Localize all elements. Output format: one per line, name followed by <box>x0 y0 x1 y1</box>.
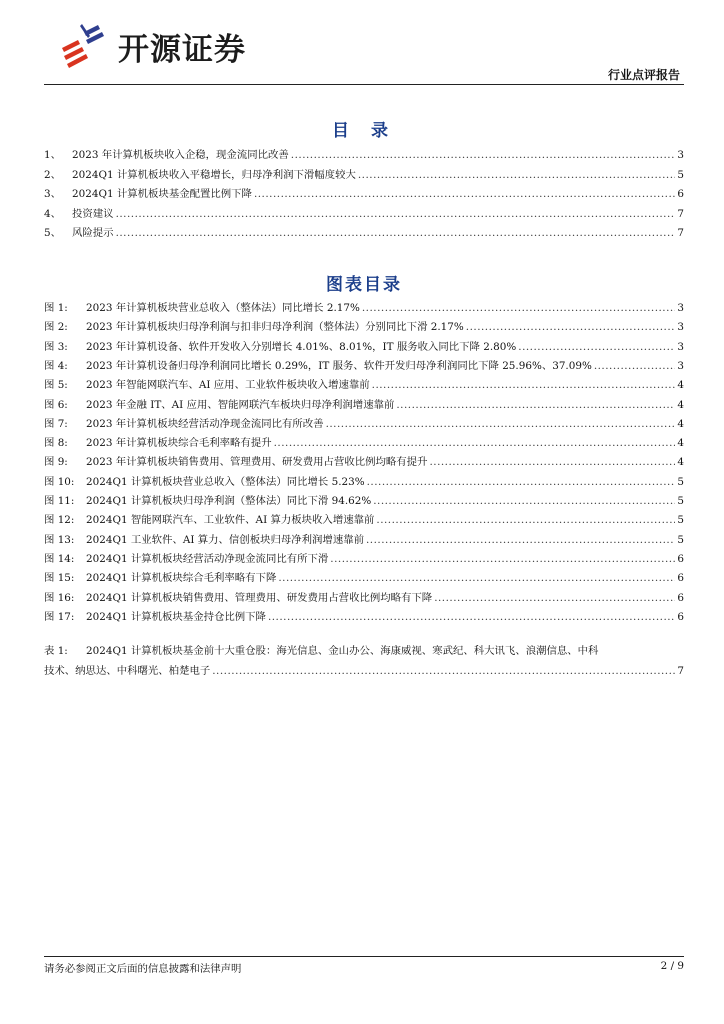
table-entry-line-continued <box>44 662 684 680</box>
contents-title: 目 录 <box>332 121 396 141</box>
entry-number: 图 5: <box>44 379 68 392</box>
entry-number: 图 13: <box>44 533 75 546</box>
entry-title: 2023 年计算机设备、软件开发收入分别增长 4.01%、8.01%，IT 服务收入同比下降 2.80% <box>86 340 517 353</box>
dot-leader <box>372 377 676 393</box>
dot-leader <box>278 570 675 586</box>
entry-number: 图 17: <box>44 610 75 623</box>
dot-leader <box>366 532 675 548</box>
entry-page: 3 <box>677 321 684 334</box>
entry-page: 6 <box>677 188 684 200</box>
figure-entry[interactable] <box>44 377 684 393</box>
entry-title: 2024Q1 计算机板块销售费用、管理费用、研发费用占营收比例均略有下降 <box>86 591 433 604</box>
figure-entry[interactable] <box>44 454 684 470</box>
logo-text: 开源证券 <box>118 32 246 68</box>
entry-page: 7 <box>677 227 684 239</box>
entry-number: 4、 <box>44 207 62 220</box>
entry-page: 4 <box>677 437 684 450</box>
entry-title: 2024Q1 计算机板块基金前十大重仓股：海光信息、金山办公、海康威视、寒武纪、科大讯飞、浪潮信息、中科 <box>86 645 599 657</box>
contents-entry[interactable] <box>44 167 684 183</box>
figure-entry[interactable] <box>44 551 684 567</box>
figure-entry[interactable] <box>44 532 684 548</box>
entry-number: 图 10: <box>44 475 75 488</box>
entry-title: 2024Q1 计算机板块基金配置比例下降 <box>72 188 252 200</box>
figure-entry[interactable] <box>44 416 684 432</box>
figure-entry[interactable] <box>44 474 684 490</box>
contents-entry[interactable] <box>44 186 684 202</box>
dot-leader <box>116 206 676 222</box>
entry-number: 图 4: <box>44 359 68 372</box>
dot-leader <box>373 493 675 509</box>
entry-page: 6 <box>677 591 684 604</box>
entry-title: 2023 年计算机板块销售费用、管理费用、研发费用占营收比例均略有提升 <box>86 456 428 469</box>
entry-number: 图 15: <box>44 572 75 585</box>
entry-title: 风险提示 <box>72 227 114 239</box>
figure-entry[interactable] <box>44 319 684 335</box>
entry-title: 2023 年计算机板块收入企稳，现金流同比改善 <box>72 149 289 161</box>
entry-number: 图 11: <box>44 495 75 507</box>
entry-title: 2023 年计算机设备归母净利润同比增长 0.29%，IT 服务、软件开发归母净利润同比下降 25.96%、37.09% <box>86 359 592 372</box>
dot-leader <box>376 512 675 528</box>
entry-page: 7 <box>677 665 684 677</box>
dot-leader <box>330 551 675 567</box>
figure-entry[interactable] <box>44 493 684 509</box>
entry-number: 图 8: <box>44 437 68 450</box>
entry-number: 图 14: <box>44 552 75 565</box>
figure-entry[interactable] <box>44 590 684 606</box>
entry-page: 3 <box>677 149 684 161</box>
entry-page: 3 <box>677 359 684 372</box>
table-entry-line <box>44 640 684 662</box>
header-divider <box>44 84 684 85</box>
entry-page: 5 <box>677 533 684 546</box>
entry-page: 6 <box>677 552 684 565</box>
dot-leader <box>291 147 676 163</box>
figure-entry[interactable] <box>44 609 684 625</box>
dot-leader <box>274 435 676 451</box>
entry-title: 2024Q1 计算机板块综合毛利率略有下降 <box>86 572 277 585</box>
entry-page: 5 <box>677 495 684 507</box>
dot-leader <box>358 167 676 183</box>
table-entry[interactable] <box>44 640 684 680</box>
entry-title: 2024Q1 智能网联汽车、工业软件、AI 算力板块收入增速靠前 <box>86 514 375 527</box>
entry-page: 5 <box>677 475 684 488</box>
page-header <box>44 14 684 82</box>
dot-leader <box>466 319 676 335</box>
entry-page: 5 <box>677 168 684 181</box>
contents-entry[interactable] <box>44 225 684 241</box>
entry-title: 2023 年智能网联汽车、AI 应用、工业软件板块收入增速靠前 <box>86 379 370 392</box>
dot-leader <box>212 662 675 680</box>
page-indicator: 2 / 9 <box>660 960 684 972</box>
entry-page: 3 <box>677 302 684 314</box>
entry-number: 表 1: <box>44 645 68 657</box>
entry-page: 6 <box>677 572 684 585</box>
entry-page: 4 <box>677 456 684 469</box>
dot-leader <box>429 454 675 470</box>
figures-title: 图表目录 <box>326 275 402 295</box>
company-logo <box>58 20 246 69</box>
entry-number: 图 7: <box>44 417 68 430</box>
figure-entry[interactable] <box>44 397 684 413</box>
footer-divider <box>44 956 684 957</box>
entry-title: 2023 年金融 IT、AI 应用、智能网联汽车板块归母净利润增速靠前 <box>86 398 395 411</box>
entry-page: 4 <box>677 417 684 430</box>
entry-number: 图 12: <box>44 514 75 527</box>
entry-page: 3 <box>677 340 684 353</box>
entry-page: 6 <box>677 610 684 623</box>
entry-number: 3、 <box>44 188 62 200</box>
figure-entry[interactable] <box>44 512 684 528</box>
dot-leader <box>362 300 676 316</box>
entry-number: 图 2: <box>44 321 68 334</box>
figure-entry[interactable] <box>44 300 684 316</box>
dot-leader <box>518 339 675 355</box>
entry-number: 5、 <box>44 227 62 239</box>
dot-leader <box>594 358 676 374</box>
entry-page: 7 <box>677 207 684 220</box>
dot-leader <box>254 186 675 202</box>
footer-disclaimer: 请务必参阅正文后面的信息披露和法律声明 <box>44 963 242 975</box>
entry-title: 2024Q1 计算机板块归母净利润（整体法）同比下滑 94.62% <box>86 495 372 507</box>
entry-title: 2023 年计算机板块综合毛利率略有提升 <box>86 437 272 450</box>
contents-entry[interactable] <box>44 206 684 222</box>
entry-number: 1、 <box>44 149 62 161</box>
entry-number: 图 6: <box>44 398 68 411</box>
entry-title: 2024Q1 计算机板块营业总收入（整体法）同比增长 5.23% <box>86 475 365 488</box>
contents-entry[interactable] <box>44 147 684 163</box>
entry-page: 4 <box>677 379 684 392</box>
entry-number: 图 9: <box>44 456 68 469</box>
entry-title: 2024Q1 计算机板块收入平稳增长，归母净利润下滑幅度较大 <box>72 168 356 181</box>
entry-number: 图 1: <box>44 302 68 314</box>
kysec-logo-icon <box>58 22 116 68</box>
dot-leader <box>396 397 675 413</box>
entry-title: 2024Q1 计算机板块基金持仓比例下降 <box>86 610 266 623</box>
entry-title: 2024Q1 计算机板块经营活动净现金流同比有所下滑 <box>86 552 329 565</box>
entry-title: 投资建议 <box>72 207 114 220</box>
dot-leader <box>434 590 675 606</box>
entry-page: 4 <box>677 398 684 411</box>
entry-title: 2023 年计算机板块经营活动净现金流同比有所改善 <box>86 417 324 430</box>
figure-entry[interactable] <box>44 358 684 374</box>
dot-leader <box>367 474 676 490</box>
entry-number: 图 16: <box>44 591 75 604</box>
dot-leader <box>116 225 676 241</box>
figure-entry[interactable] <box>44 339 684 355</box>
entry-title-continued: 技术、纳思达、中科曙光、柏楚电子 <box>44 665 211 677</box>
entry-number: 图 3: <box>44 340 68 353</box>
dot-leader <box>268 609 675 625</box>
dot-leader <box>326 416 676 432</box>
figure-entry[interactable] <box>44 570 684 586</box>
report-type-label: 行业点评报告 <box>607 68 680 82</box>
entry-number: 2、 <box>44 168 62 181</box>
entry-title: 2023 年计算机板块营业总收入（整体法）同比增长 2.17% <box>86 302 360 314</box>
entry-page: 5 <box>677 514 684 527</box>
entry-title: 2024Q1 工业软件、AI 算力、信创板块归母净利润增速靠前 <box>86 533 364 546</box>
figure-entry[interactable] <box>44 435 684 451</box>
entry-title: 2023 年计算机板块归母净利润与扣非归母净利润（整体法）分别同比下滑 2.17% <box>86 321 464 334</box>
